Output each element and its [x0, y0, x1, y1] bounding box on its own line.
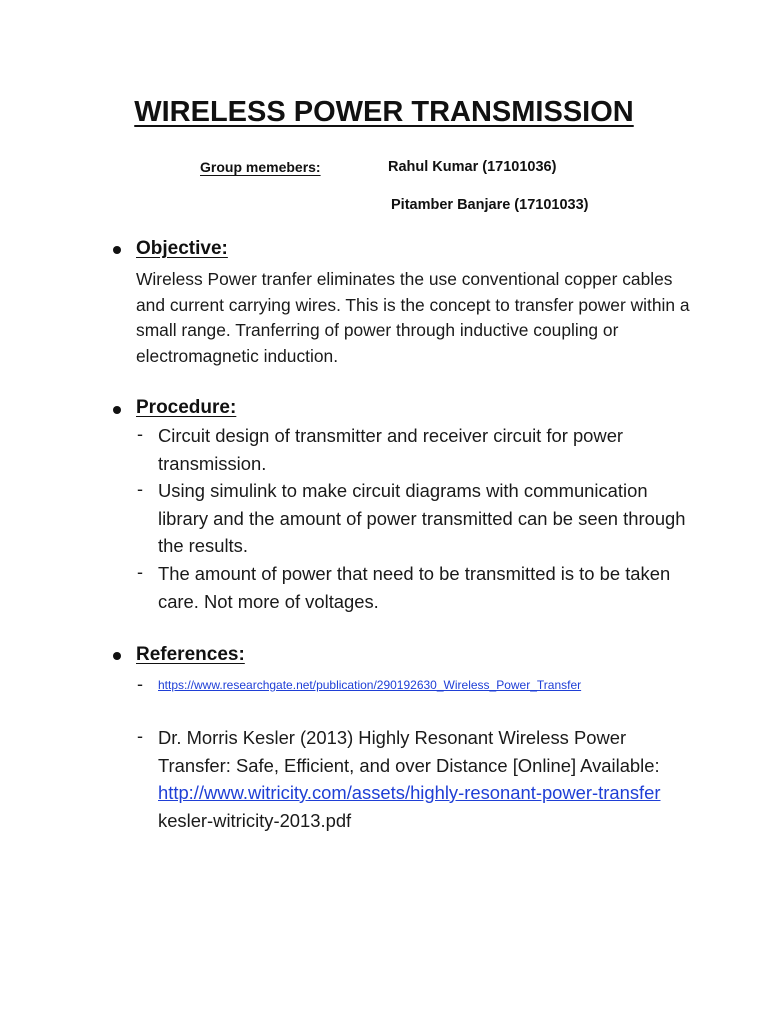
dash-marker: -: [137, 424, 143, 444]
objective-heading: Objective:: [136, 238, 228, 259]
dash-marker: -: [137, 674, 143, 694]
reference-link-researchgate[interactable]: https://www.researchgate.net/publication/290192630_Wireless_Power_Transfer: [158, 678, 582, 692]
procedure-item-3: The amount of power that need to be transmitted is to be taken care. Not more of voltages.: [158, 563, 671, 612]
procedure-item-1: Circuit design of transmitter and receiver circuit for power transmission.: [158, 425, 624, 474]
objective-text: Wireless Power tranfer eliminates the use conventional copper cables and current carrying wires. This is the concept to transfer power within a small range. Tranferring of power through inductive coupling or electromagnetic induction.: [136, 269, 690, 366]
reference-text: Dr. Morris Kesler (2013) Highly Resonant Wireless Power Transfer: Safe, Efficient, and over Distance [Online] Available:: [158, 727, 660, 776]
dash-marker: -: [137, 562, 143, 582]
dash-marker: -: [137, 726, 143, 746]
references-heading: References:: [136, 644, 245, 665]
procedure-item-2: Using simulink to make circuit diagrams with communication library and the amount of power transmitted can be seen through the results.: [158, 480, 686, 556]
member-2: Pitamber Banjare (17101033): [391, 197, 589, 213]
document-title: WIRELESS POWER TRANSMISSION: [134, 96, 634, 128]
dash-marker: -: [137, 479, 143, 499]
reference-item-kesler: [158, 724, 698, 834]
reference-suffix: kesler-witricity-2013.pdf: [158, 809, 352, 831]
procedure-heading: Procedure:: [136, 397, 237, 418]
group-members-label: Group memebers:: [200, 159, 321, 175]
reference-link-witricity[interactable]: http://www.witricity.com/assets/highly-resonant-power-transfer: [158, 782, 661, 803]
bullet-icon: [113, 652, 121, 660]
bullet-icon: [113, 246, 121, 254]
member-1: Rahul Kumar (17101036): [388, 159, 557, 175]
bullet-icon: [113, 406, 121, 414]
